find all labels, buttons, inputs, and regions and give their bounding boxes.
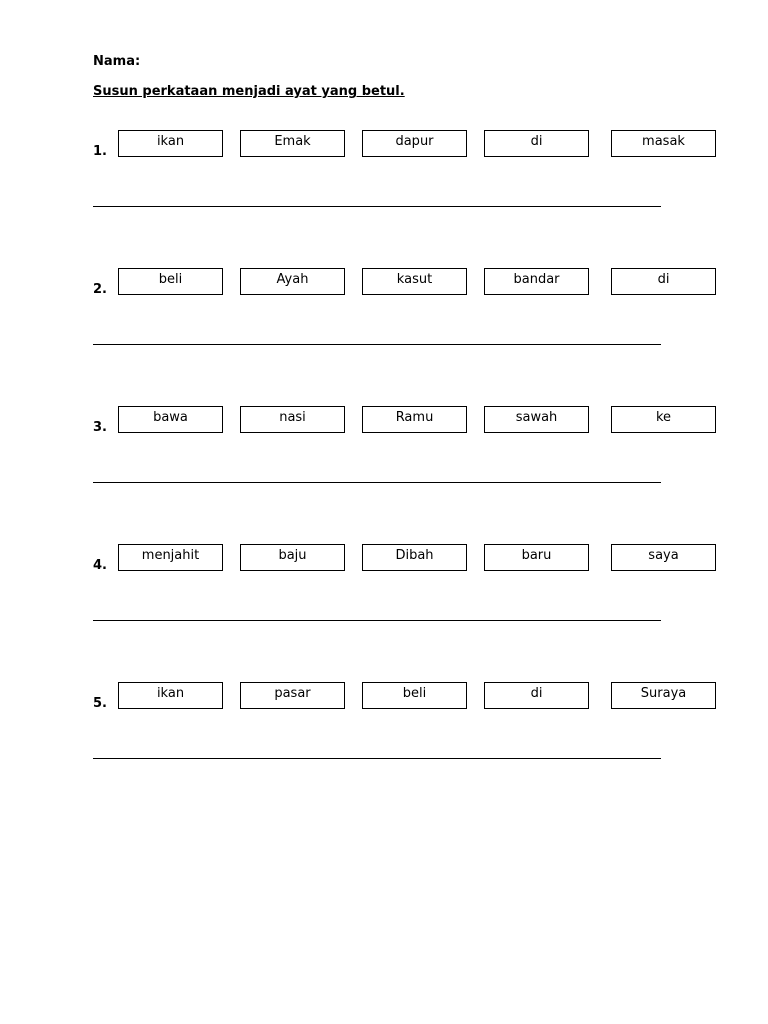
word-box: beli (118, 268, 223, 295)
answer-line[interactable] (93, 344, 661, 345)
word-box: baju (240, 544, 345, 571)
question-number: 1. (93, 144, 107, 159)
word-box: masak (611, 130, 716, 157)
instruction-heading: Susun perkataan menjadi ayat yang betul. (93, 84, 405, 99)
word-box: di (611, 268, 716, 295)
word-box: beli (362, 682, 467, 709)
question-number: 3. (93, 420, 107, 435)
word-box: saya (611, 544, 716, 571)
question-2 (0, 268, 768, 358)
word-box: nasi (240, 406, 345, 433)
answer-line[interactable] (93, 206, 661, 207)
word-box: Ramu (362, 406, 467, 433)
word-box: sawah (484, 406, 589, 433)
question-5 (0, 682, 768, 772)
question-3 (0, 406, 768, 496)
word-box: Ayah (240, 268, 345, 295)
answer-line[interactable] (93, 482, 661, 483)
word-box: Suraya (611, 682, 716, 709)
word-box: bandar (484, 268, 589, 295)
question-1 (0, 130, 768, 220)
word-box: Emak (240, 130, 345, 157)
word-box: dapur (362, 130, 467, 157)
word-box: bawa (118, 406, 223, 433)
word-box: baru (484, 544, 589, 571)
word-box: pasar (240, 682, 345, 709)
answer-line[interactable] (93, 620, 661, 621)
word-box: ikan (118, 130, 223, 157)
question-4 (0, 544, 768, 634)
word-box: Dibah (362, 544, 467, 571)
word-box: menjahit (118, 544, 223, 571)
word-box: kasut (362, 268, 467, 295)
answer-line[interactable] (93, 758, 661, 759)
word-box: di (484, 682, 589, 709)
question-number: 5. (93, 696, 107, 711)
word-box: ke (611, 406, 716, 433)
word-box: di (484, 130, 589, 157)
question-number: 4. (93, 558, 107, 573)
question-number: 2. (93, 282, 107, 297)
name-label: Nama: (93, 54, 141, 69)
word-box: ikan (118, 682, 223, 709)
